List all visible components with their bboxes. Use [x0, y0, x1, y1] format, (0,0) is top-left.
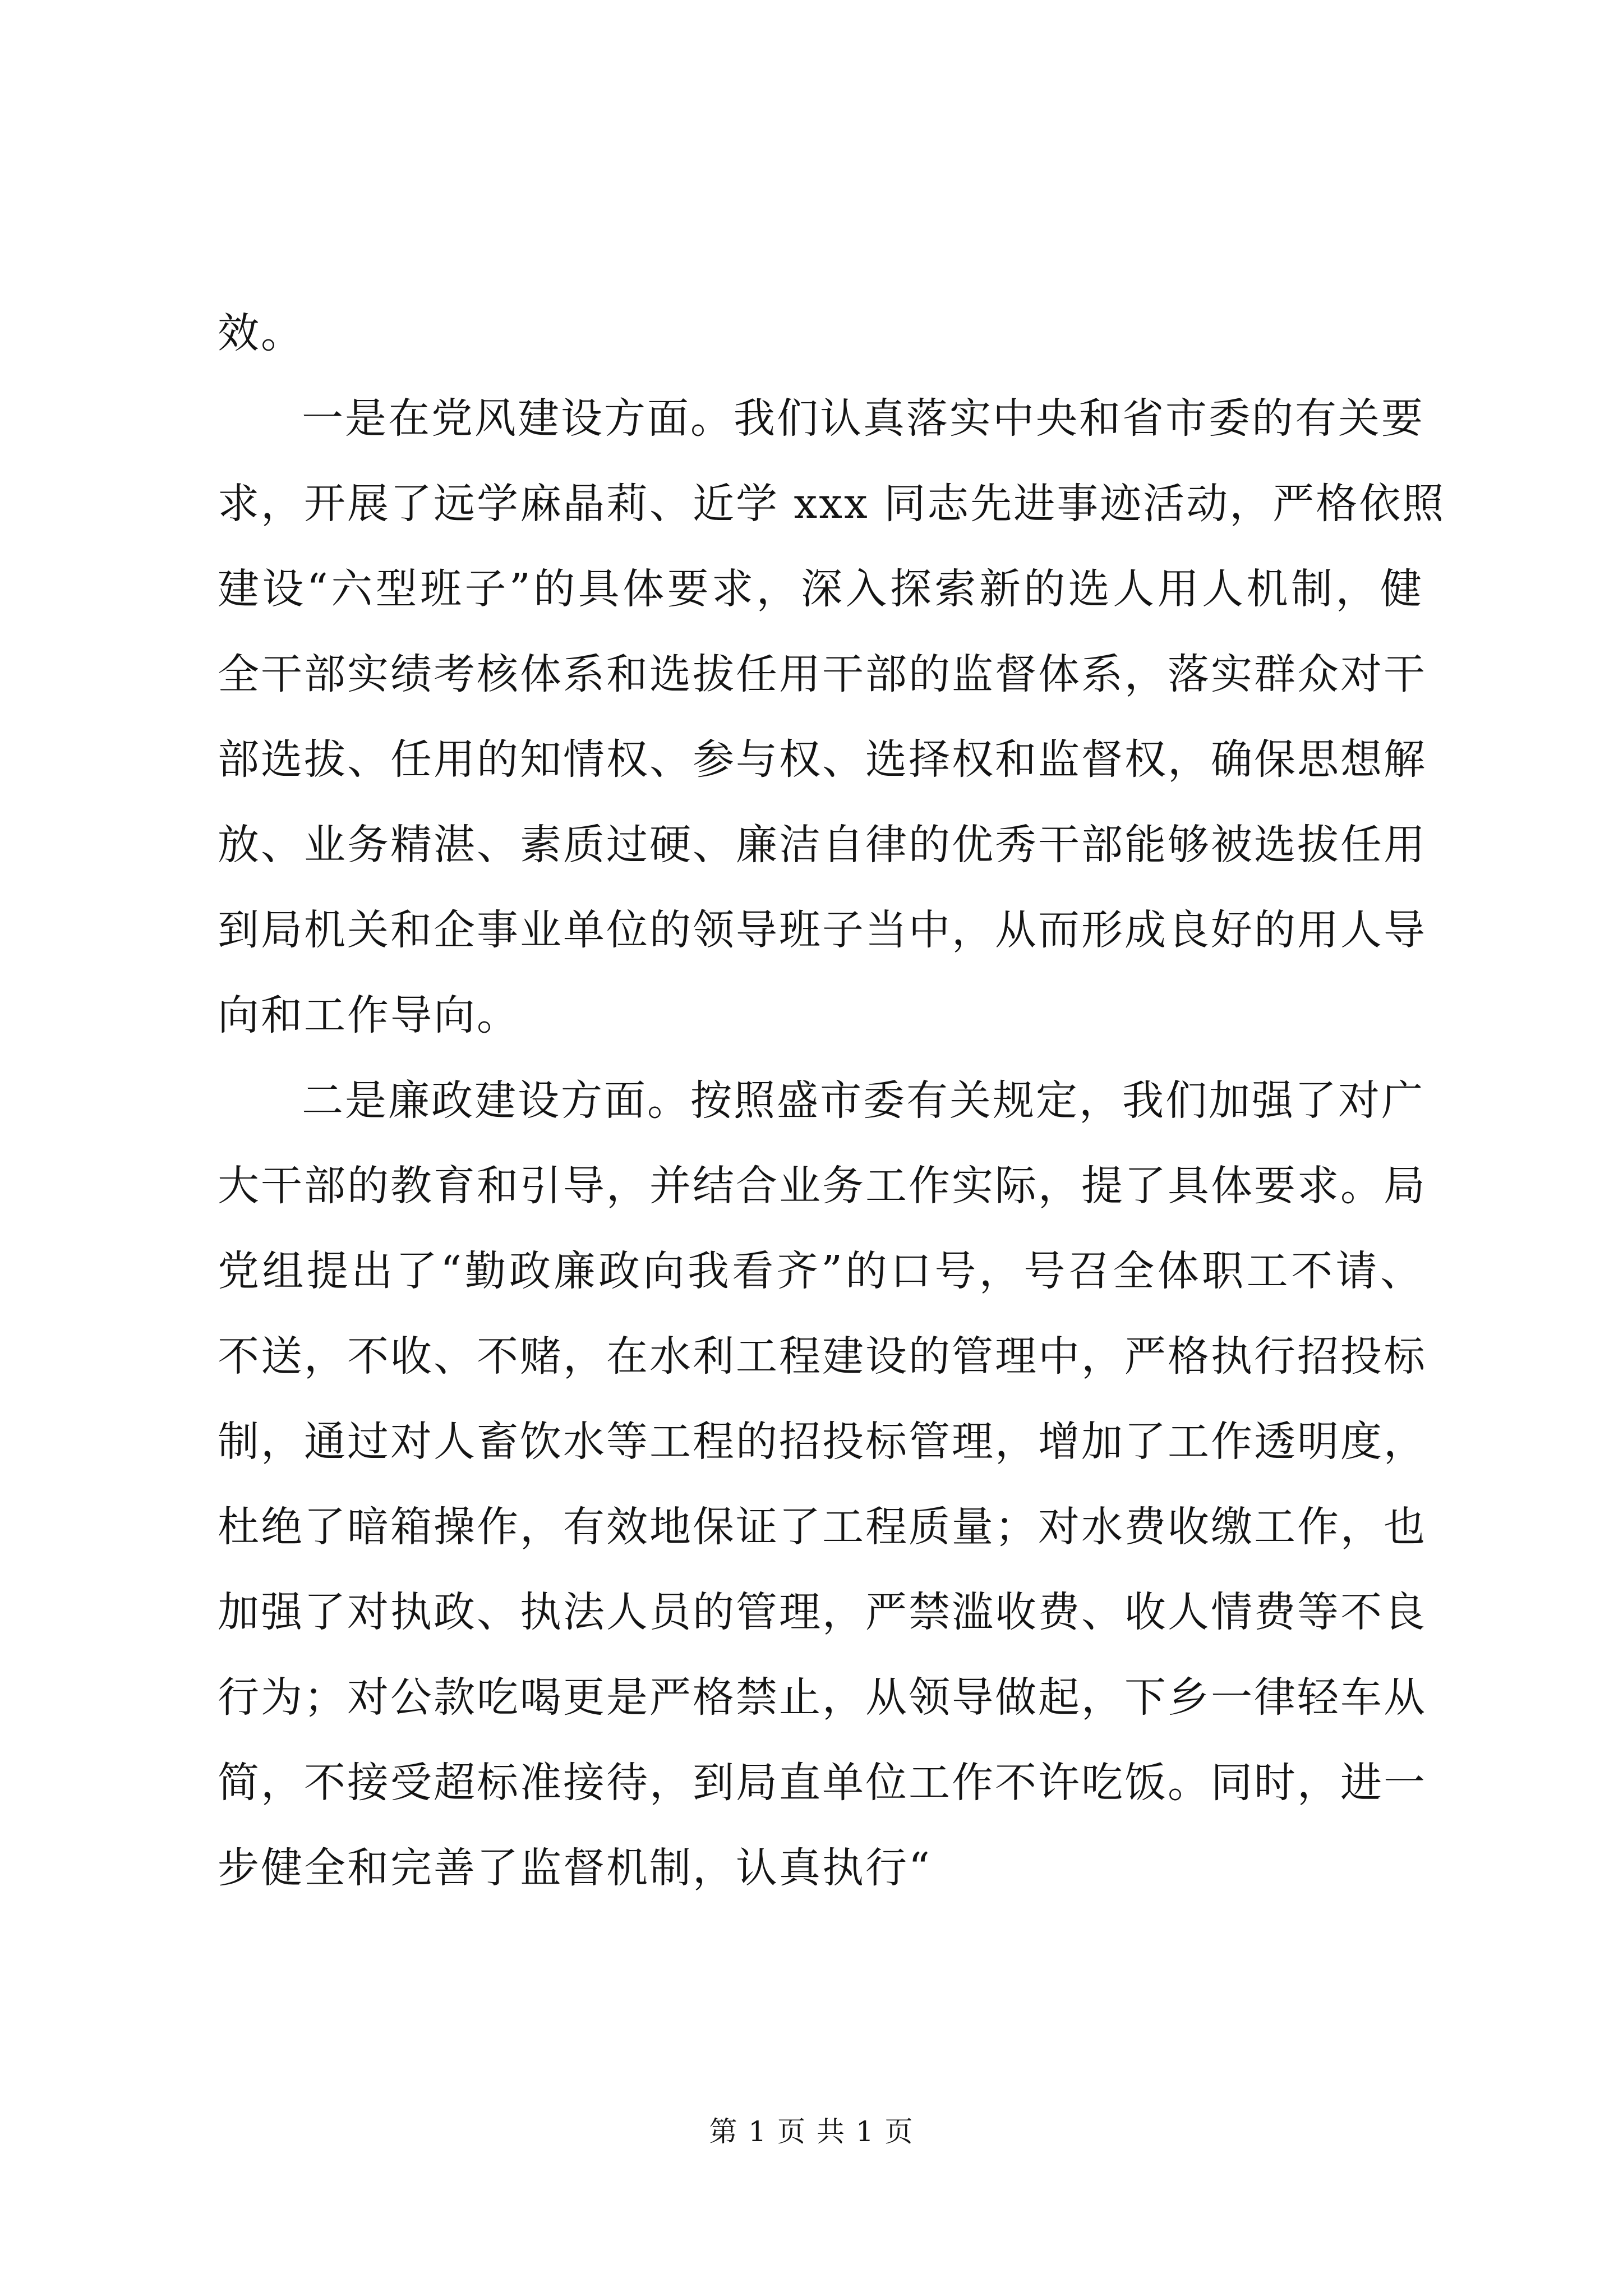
- text-line: 制，通过对人畜饮水等工程的招投标管理，增加了工作透明度，: [218, 1418, 1427, 1466]
- text-line: 二是廉政建设方面。按照盛市委有关规定，我们加强了对广: [302, 1076, 1424, 1125]
- text-line: 部选拔、任用的知情权、参与权、选择权和监督权，确保思想解: [218, 735, 1427, 784]
- text-line: 求，开展了远学麻晶莉、近学 xxx 同志先进事迹活动，严格依照: [218, 480, 1446, 528]
- text-line: 全干部实绩考核体系和选拔任用干部的监督体系，落实群众对干: [218, 650, 1427, 698]
- text-line: 行为；对公款吃喝更是严格禁止，从领导做起，下乡一律轻车从: [218, 1673, 1427, 1722]
- text-line: 到局机关和企事业单位的领导班子当中，从而形成良好的用人导: [218, 906, 1427, 954]
- document-body: [218, 291, 1446, 1911]
- text-line: 杜绝了暗箱操作，有效地保证了工程质量；对水费收缴工作，也: [218, 1503, 1427, 1551]
- text-line: 放、业务精湛、素质过硬、廉洁自律的优秀干部能够被选拔任用: [218, 821, 1427, 869]
- text-line: 一是在党风建设方面。我们认真落实中央和省市委的有关要: [302, 394, 1424, 443]
- text-line: 向和工作导向。: [218, 991, 520, 1039]
- text-line: 步健全和完善了监督机制，认真执行“: [218, 1844, 932, 1892]
- text-line: 不送，不收、不赌，在水利工程建设的管理中，严格执行招投标: [218, 1332, 1427, 1381]
- text-line: 效。: [218, 309, 304, 357]
- text-line: 加强了对执政、执法人员的管理，严禁滥收费、收人情费等不良: [218, 1588, 1427, 1636]
- text-line: 建设“六型班子”的具体要求，深入探索新的选人用人机制，健: [218, 565, 1423, 613]
- text-line: 大干部的教育和引导，并结合业务工作实际，提了具体要求。局: [218, 1162, 1427, 1210]
- text-line: 简，不接受超标准接待，到局直单位工作不许吃饭。同时，进一: [218, 1759, 1427, 1807]
- page-footer: 第 1 页 共 1 页: [709, 2115, 914, 2148]
- text-line: 党组提出了“勤政廉政向我看齐”的口号，号召全体职工不请、: [218, 1247, 1423, 1295]
